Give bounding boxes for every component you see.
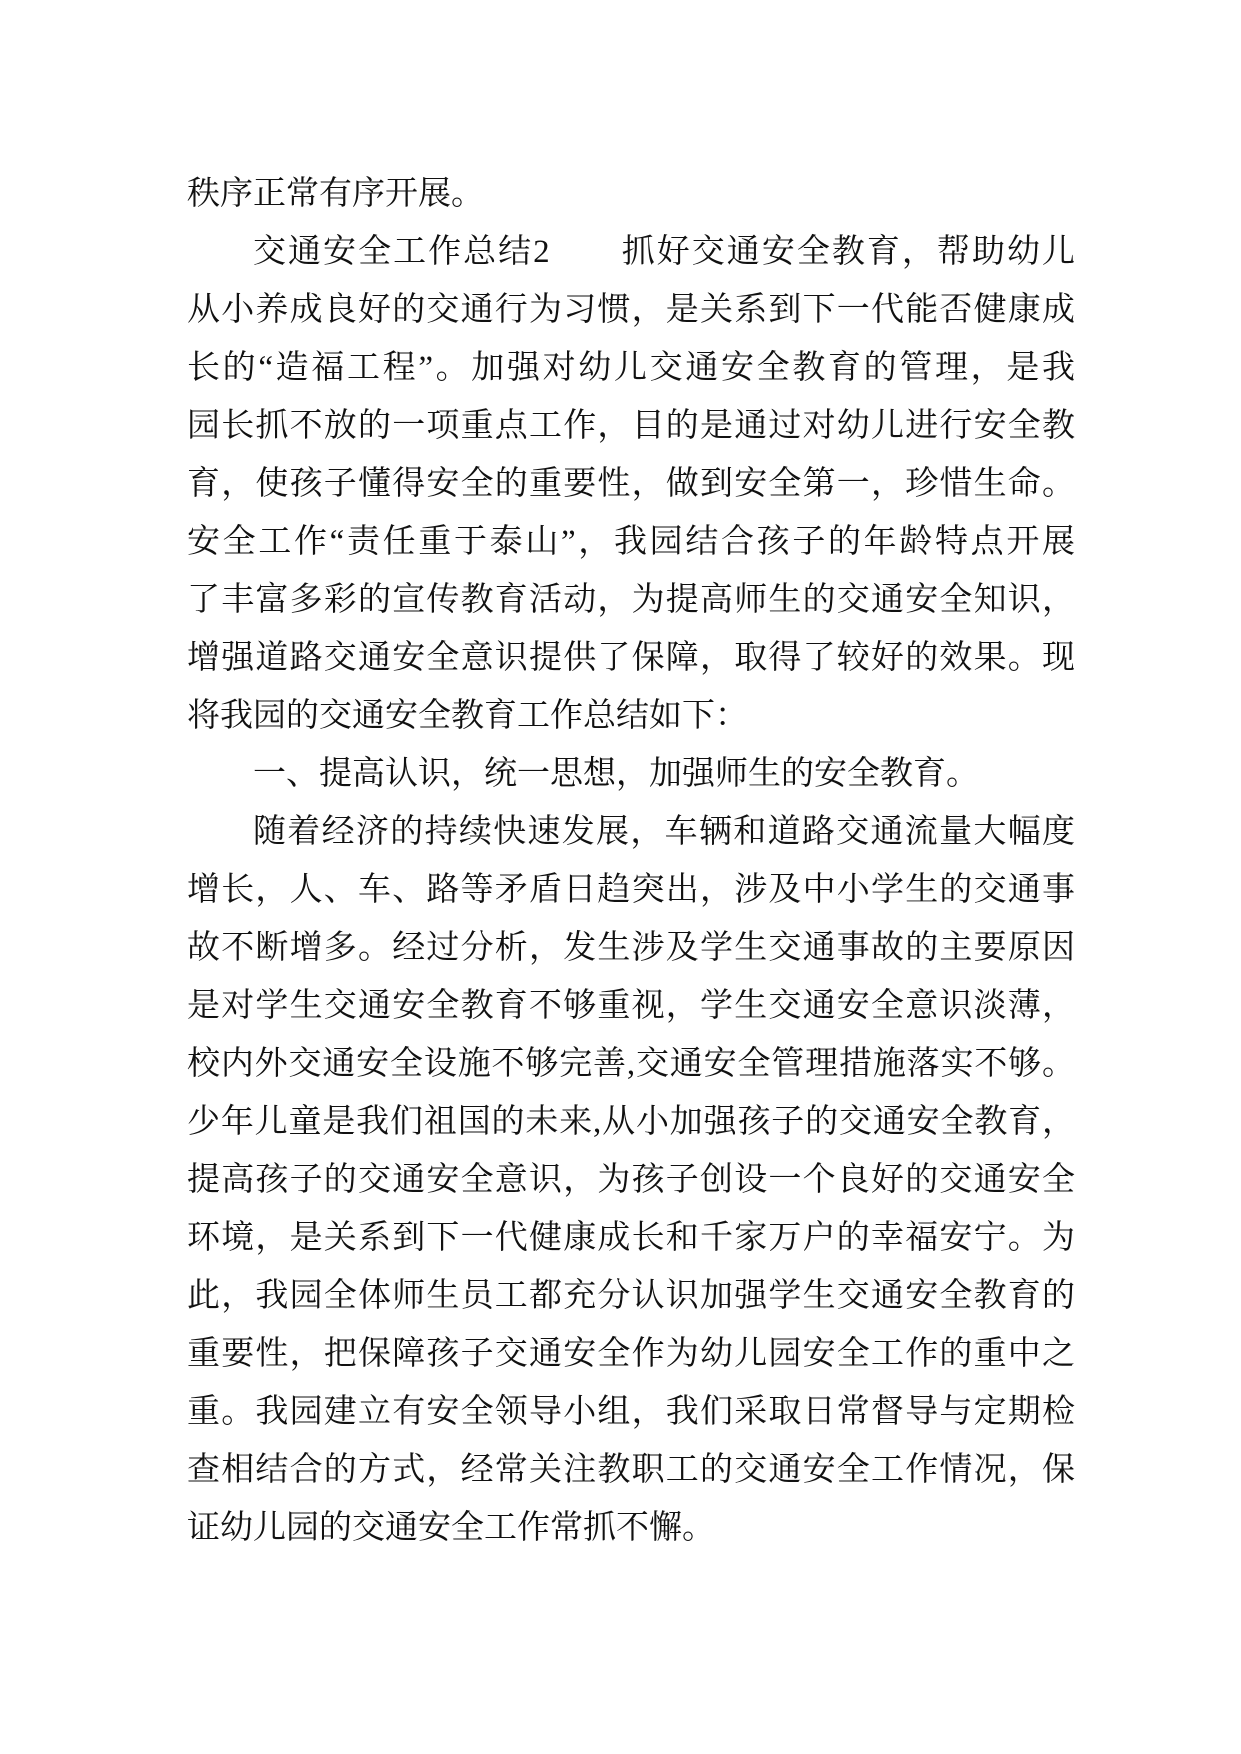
text-line: 园长抓不放的一项重点工作，目的是通过对幼儿进行安全教 <box>187 408 1075 444</box>
text-line: 少年儿童是我们祖国的未来,从小加强孩子的交通安全教育， <box>187 1104 1075 1140</box>
paragraph <box>187 223 1075 745</box>
text-line: 长的“造福工程”。加强对幼儿交通安全教育的管理，是我 <box>187 350 1075 386</box>
paragraph <box>187 803 1075 1557</box>
text-line: 将我园的交通安全教育工作总结如下： <box>187 698 748 734</box>
text-line: 育，使孩子懂得安全的重要性，做到安全第一，珍惜生命。 <box>187 466 1075 502</box>
paragraph <box>187 165 1075 223</box>
text-line: 此，我园全体师生员工都充分认识加强学生交通安全教育的 <box>187 1278 1075 1314</box>
text-line: 增长，人、车、路等矛盾日趋突出，涉及中小学生的交通事 <box>187 872 1075 908</box>
text-line: 故不断增多。经过分析，发生涉及学生交通事故的主要原因 <box>187 930 1075 966</box>
document-body <box>187 165 1075 1557</box>
text-line: 校内外交通安全设施不够完善,交通安全管理措施落实不够。 <box>187 1046 1075 1082</box>
text-line: 从小养成良好的交通行为习惯，是关系到下一代能否健康成 <box>187 292 1075 328</box>
text-line: 安全工作“责任重于泰山”，我园结合孩子的年龄特点开展 <box>187 524 1075 560</box>
text-line: 证幼儿园的交通安全工作常抓不懈。 <box>187 1510 715 1546</box>
text-line: 一、提高认识，统一思想，加强师生的安全教育。 <box>253 756 979 792</box>
text-line: 查相结合的方式，经常关注教职工的交通安全工作情况，保 <box>187 1452 1075 1488</box>
text-line: 重要性，把保障孩子交通安全作为幼儿园安全工作的重中之 <box>187 1336 1075 1372</box>
text-line: 秩序正常有序开展。 <box>187 176 484 212</box>
text-line: 环境，是关系到下一代健康成长和千家万户的幸福安宁。为 <box>187 1220 1075 1256</box>
text-line: 是对学生交通安全教育不够重视，学生交通安全意识淡薄， <box>187 988 1075 1024</box>
paragraph <box>187 745 1075 803</box>
text-line: 了丰富多彩的宣传教育活动，为提高师生的交通安全知识， <box>187 582 1075 618</box>
text-line: 交通安全工作总结2 抓好交通安全教育，帮助幼儿 <box>253 234 1075 270</box>
text-line: 提高孩子的交通安全意识，为孩子创设一个良好的交通安全 <box>187 1162 1075 1198</box>
text-line: 重。我园建立有安全领导小组，我们采取日常督导与定期检 <box>187 1394 1075 1430</box>
text-line: 增强道路交通安全意识提供了保障，取得了较好的效果。现 <box>187 640 1075 676</box>
text-line: 随着经济的持续快速发展，车辆和道路交通流量大幅度 <box>253 814 1075 850</box>
